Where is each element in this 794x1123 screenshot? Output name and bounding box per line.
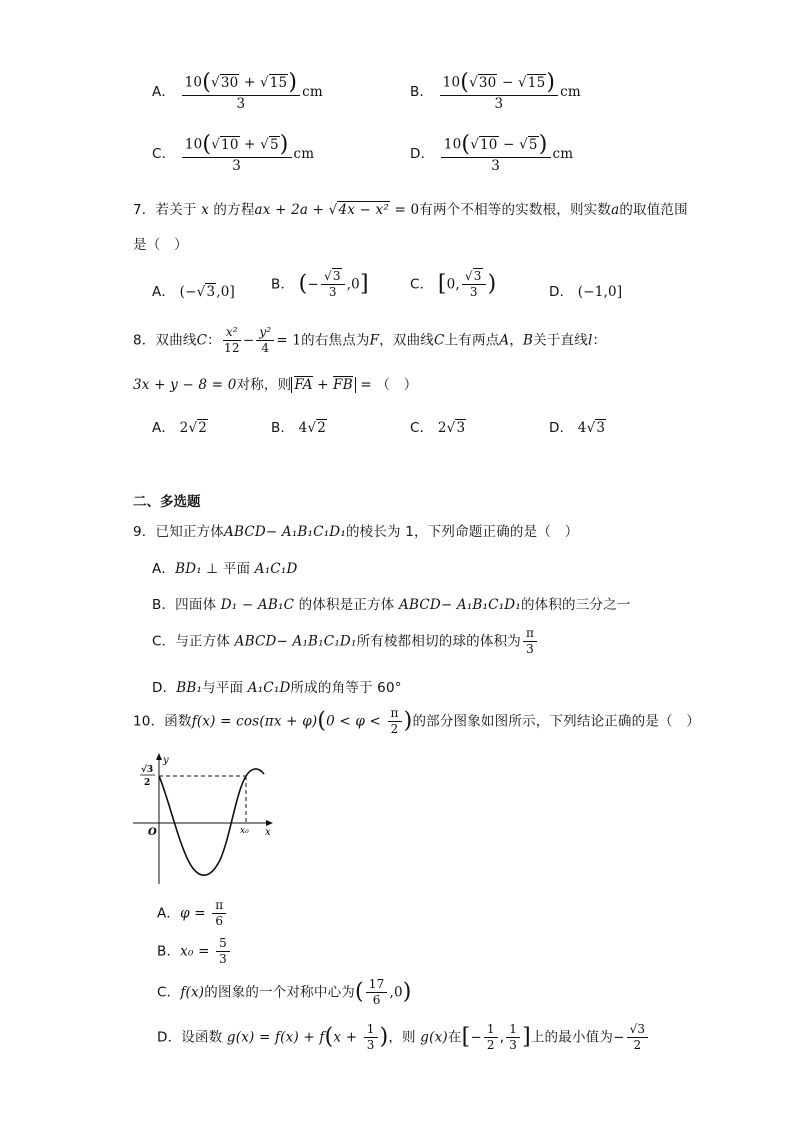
y0-label-num: √3 [141, 765, 154, 775]
q6-option-d: D． $\frac{10(√10 - √5)}{3}$ cm [410, 132, 574, 174]
q7-option-c: C． [0, $\frac{√3}{3}$ ) [410, 269, 497, 300]
q7-option-d: D． (−1,0] [549, 284, 623, 300]
q6-option-c: C． $\frac{10(√10 + √5)}{3}$ cm [152, 132, 315, 174]
q9-stem: 9．已知正方体ABCD− A₁B₁C₁D₁的棱长为 1，下列命题正确的是（ ） [133, 524, 579, 540]
q9-option-b: B．四面体 D₁ − AB₁C 的体积是正方体 ABCD− A₁B₁C₁D₁的体积的三分之一 [152, 597, 631, 613]
fraction: $\frac{10(√30 + √15)}{3}$ [182, 72, 301, 112]
option-label: D． [410, 145, 435, 162]
q10-option-b: B．x₀ = $\frac{5}{3}$ [157, 937, 232, 966]
q9-option-c: C．与正方体 ABCD− A₁B₁C₁D₁所有棱都相切的球的体积为 $\frac{\pi}{3}$ [152, 627, 539, 656]
q8-option-d: D． 4√3 [549, 420, 606, 436]
q6-option-b: B． $\frac{10(√30 - √15)}{3}$ cm [410, 70, 581, 112]
origin-label: O [148, 827, 157, 838]
q8-stem-line2: 3x + y − 8 = 0对称，则 FA + FB = （ ） [133, 377, 418, 393]
y-axis-label: y [163, 755, 169, 766]
fraction: $\frac{10(√10 - √5)}{3}$ [441, 134, 551, 174]
q8-option-b: B． 4√2 [271, 420, 327, 436]
function-graph [130, 752, 280, 887]
q7-stem: 7．若关于 x 的方程ax + 2a + √4x − x² = 0有两个不相等的实数根，则实数a的取值范围 [133, 202, 688, 218]
x-axis-arrow [266, 820, 273, 826]
q7-stem-line2: 是（ ） [133, 237, 188, 253]
q8-stem: 8．双曲线C： $\frac{\text{x²}}{12}$ − $\frac{\text{y²}}{4}$ = 1的右焦点为F，双曲线C上有两点A，B关于直线l： [133, 325, 607, 356]
q10-option-a: A．φ = $\frac{\pi}{6}$ [157, 899, 228, 928]
option-label: B． [410, 83, 434, 100]
q8-option-a: A． 2√2 [152, 420, 208, 436]
y-axis-arrow [156, 753, 162, 760]
option-label: A． [152, 83, 176, 100]
q6-option-a: A． $\frac{10(√30 + √15)}{3}$ cm [152, 70, 323, 112]
fraction: $\frac{10(√30 - √15)}{3}$ [440, 72, 559, 112]
q9-option-a: A．BD₁ ⊥ 平面 A₁C₁D [152, 561, 298, 577]
q8-option-c: C． 2√3 [410, 420, 466, 436]
cosine-curve [159, 769, 264, 875]
q10-option-c: C．f(x)的图象的一个对称中心为( $\frac{17}{6}$ ,0) [157, 977, 412, 1008]
q7-option-a: A． (−√3,0] [152, 284, 235, 300]
section-title: 二、多选题 [133, 494, 201, 510]
x-axis-label: x [265, 827, 271, 838]
q7-option-b: B． (− $\frac{√3}{3}$ ,0] [271, 269, 369, 300]
x0-label: x₀ [240, 826, 249, 836]
q10-option-d: D．设函数 g(x) = f(x) + f(x + $\frac{1}{3}$ )，则 g(x)在[− $\frac{1}{2}$ , $\frac{1}{3}$ ]上的最小值为− $\frac{√3}{2}$ [157, 1023, 650, 1052]
q9-option-d: D．BB₁与平面 A₁C₁D所成的角等于 60° [152, 680, 402, 696]
y0-label-den: 2 [144, 778, 151, 788]
option-label: C． [152, 145, 176, 162]
q10-stem: 10．函数f(x) = cos(πx + φ)(0 < φ < $\frac{\pi}{2}$ )的部分图象如图所示，下列结论正确的是（ ） [133, 706, 701, 737]
fraction: $\frac{10(√10 + √5)}{3}$ [182, 134, 292, 174]
